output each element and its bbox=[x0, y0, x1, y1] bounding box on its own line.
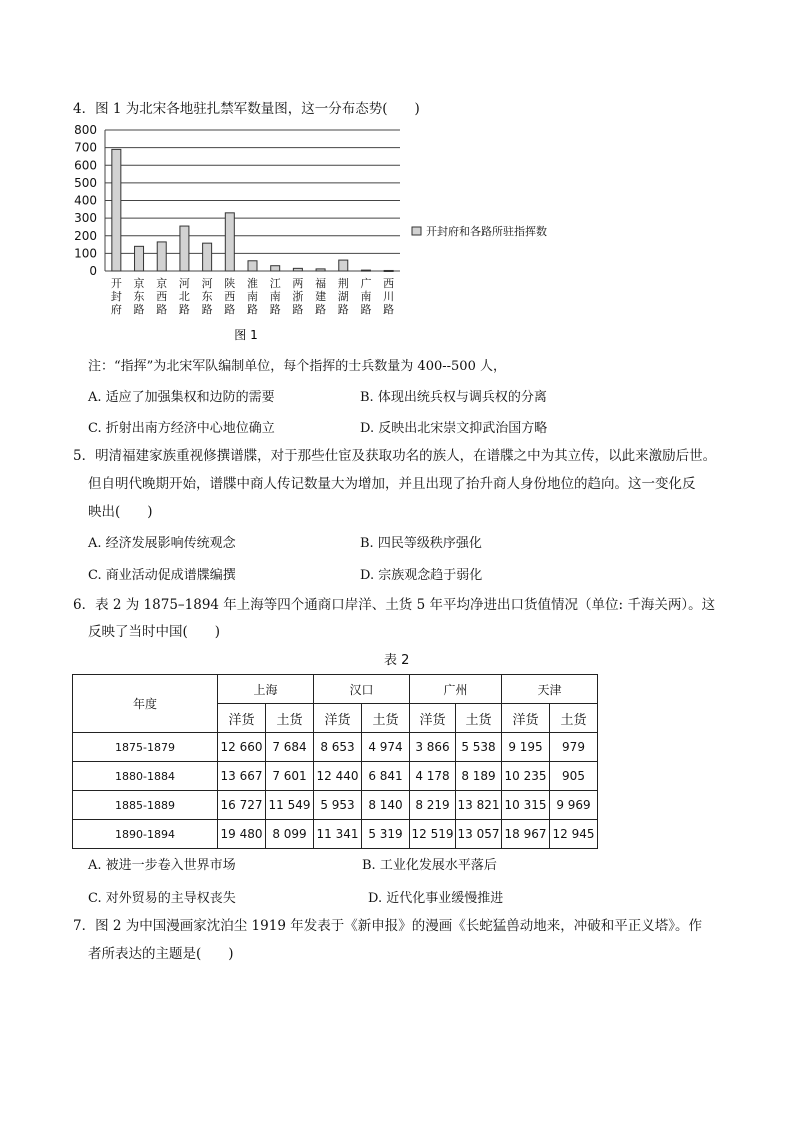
table-row bbox=[73, 791, 598, 820]
y-tick-label: 400 bbox=[74, 193, 97, 208]
chart-gridlines bbox=[105, 130, 400, 271]
table-cell: 13 821 bbox=[456, 791, 502, 820]
bar-河北路 bbox=[180, 226, 189, 271]
bar-西川路 bbox=[384, 270, 393, 271]
q4-option-b[interactable]: B. 体现出统兵权与调兵权的分离 bbox=[360, 390, 547, 405]
table-cell: 9 195 bbox=[502, 733, 550, 762]
y-tick-label: 500 bbox=[74, 175, 97, 190]
chart-y-ticks bbox=[74, 123, 97, 278]
table-cell: 13 057 bbox=[456, 820, 502, 849]
q4-option-a[interactable]: A. 适应了加强集权和边防的需要 bbox=[88, 390, 275, 405]
table-cell: 7 601 bbox=[266, 762, 314, 791]
table-cell: 979 bbox=[550, 733, 598, 762]
table-cell: 5 538 bbox=[456, 733, 502, 762]
q6-option-a[interactable]: A. 被进一步卷入世界市场 bbox=[88, 858, 236, 873]
table-2-title: 表 2 bbox=[384, 653, 410, 668]
y-tick-label: 800 bbox=[74, 123, 97, 137]
bar-广南路 bbox=[361, 270, 370, 271]
table-sub-native: 土货 bbox=[362, 704, 410, 733]
table-cell: 13 667 bbox=[218, 762, 266, 791]
q5-line-2: 但自明代晚期开始，谱牒中商人传记数量大为增加，并且出现了抬升商人身份地位的趋向。这一变化反 bbox=[88, 476, 696, 492]
table-row-year: 1890-1894 bbox=[73, 820, 218, 849]
q6-line-2: 反映了当时中国( ) bbox=[88, 624, 221, 640]
table-cell: 6 841 bbox=[362, 762, 410, 791]
table-sub-foreign: 洋货 bbox=[314, 704, 362, 733]
q5-option-a[interactable]: A. 经济发展影响传统观念 bbox=[88, 536, 236, 551]
table-cell: 12 945 bbox=[550, 820, 598, 849]
bar-开封府 bbox=[112, 149, 121, 271]
bar-两浙路 bbox=[293, 268, 302, 271]
chart-x-labels bbox=[111, 276, 394, 316]
x-tick-label: 荆湖路 bbox=[337, 277, 349, 316]
table-port-tianjin: 天津 bbox=[502, 675, 598, 704]
x-tick-label: 京西路 bbox=[156, 277, 168, 316]
q6-option-c[interactable]: C. 对外贸易的主导权丧失 bbox=[88, 891, 236, 906]
table-cell: 9 969 bbox=[550, 791, 598, 820]
table-sub-native: 土货 bbox=[550, 704, 598, 733]
table-year-header: 年度 bbox=[73, 675, 218, 733]
table-row-year: 1875-1879 bbox=[73, 733, 218, 762]
table-row-year: 1885-1889 bbox=[73, 791, 218, 820]
q5-option-d[interactable]: D. 宗族观念趋于弱化 bbox=[360, 568, 483, 583]
table-cell: 4 178 bbox=[410, 762, 456, 791]
table-cell: 7 684 bbox=[266, 733, 314, 762]
table-header-row bbox=[73, 675, 598, 704]
q5-line-1: 5．明清福建家族重视修撰谱牒，对于那些仕宦及获取功名的族人，在谱牒之中为其立传，以此来激励后世。 bbox=[73, 448, 717, 464]
bar-荆湖路 bbox=[339, 260, 348, 271]
figure-1-bar-chart bbox=[70, 118, 600, 348]
table-cell: 4 974 bbox=[362, 733, 410, 762]
table-sub-foreign: 洋货 bbox=[218, 704, 266, 733]
x-tick-label: 西川路 bbox=[383, 277, 395, 316]
table-body bbox=[73, 733, 598, 849]
bar-京东路 bbox=[135, 246, 144, 271]
table-cell: 10 235 bbox=[502, 762, 550, 791]
table-cell: 12 660 bbox=[218, 733, 266, 762]
table-cell: 8 099 bbox=[266, 820, 314, 849]
table-cell: 12 440 bbox=[314, 762, 362, 791]
table-cell: 8 219 bbox=[410, 791, 456, 820]
q5-option-c[interactable]: C. 商业活动促成谱牒编撰 bbox=[88, 568, 236, 583]
y-tick-label: 300 bbox=[74, 211, 97, 226]
x-tick-label: 淮南路 bbox=[247, 277, 258, 316]
table-cell: 11 341 bbox=[314, 820, 362, 849]
table-sub-native: 土货 bbox=[266, 704, 314, 733]
q6-line-1: 6．表 2 为 1875–1894 年上海等四个通商口岸洋、土货 5 年平均净进出口货值情况（单位: 千海关两）。这 bbox=[73, 597, 716, 613]
table-cell: 5 319 bbox=[362, 820, 410, 849]
bar-京西路 bbox=[157, 242, 166, 271]
q6-option-b[interactable]: B. 工业化发展水平落后 bbox=[362, 858, 497, 873]
table-sub-foreign: 洋货 bbox=[410, 704, 456, 733]
bar-江南路 bbox=[271, 266, 280, 271]
table-cell: 18 967 bbox=[502, 820, 550, 849]
x-tick-label: 京东路 bbox=[133, 277, 145, 316]
q7-line-2: 者所表达的主题是( ) bbox=[88, 946, 234, 962]
q4-option-c[interactable]: C. 折射出南方经济中心地位确立 bbox=[88, 421, 275, 436]
table-cell: 16 727 bbox=[218, 791, 266, 820]
y-tick-label: 600 bbox=[74, 158, 97, 173]
table-cell: 10 315 bbox=[502, 791, 550, 820]
table-row bbox=[73, 733, 598, 762]
table-sub-foreign: 洋货 bbox=[502, 704, 550, 733]
y-tick-label: 700 bbox=[74, 140, 97, 155]
bar-河东路 bbox=[203, 243, 212, 271]
table-cell: 19 480 bbox=[218, 820, 266, 849]
legend-label: 开封府和各路所驻指挥数 bbox=[426, 225, 547, 238]
table-sub-native: 土货 bbox=[456, 704, 502, 733]
table-row bbox=[73, 762, 598, 791]
table-port-guangzhou: 广州 bbox=[410, 675, 502, 704]
q4-option-d[interactable]: D. 反映出北宋崇文抑武治国方略 bbox=[360, 421, 548, 436]
q5-line-3: 映出( ) bbox=[88, 504, 153, 520]
table-cell: 8 653 bbox=[314, 733, 362, 762]
table-port-hankou: 汉口 bbox=[314, 675, 410, 704]
y-tick-label: 0 bbox=[89, 264, 97, 278]
q6-option-d[interactable]: D. 近代化事业缓慢推进 bbox=[368, 891, 504, 906]
q7-line-1: 7．图 2 为中国漫画家沈泊尘 1919 年发表于《新申报》的漫画《长蛇猛兽动地来，冲破和平正义塔》。作 bbox=[73, 918, 702, 934]
x-tick-label: 两浙路 bbox=[292, 277, 304, 316]
q4-note: 注：“指挥”为北宋军队编制单位，每个指挥的士兵数量为 400--500 人， bbox=[88, 359, 506, 374]
bar-陕西路 bbox=[225, 213, 234, 271]
table-cell: 8 189 bbox=[456, 762, 502, 791]
table-cell: 11 549 bbox=[266, 791, 314, 820]
table-cell: 905 bbox=[550, 762, 598, 791]
x-tick-label: 江南路 bbox=[269, 277, 281, 316]
y-tick-label: 200 bbox=[74, 228, 97, 243]
chart-legend bbox=[412, 224, 547, 238]
table-cell: 8 140 bbox=[362, 791, 410, 820]
table-port-shanghai: 上海 bbox=[218, 675, 314, 704]
x-tick-label: 广南路 bbox=[360, 277, 372, 316]
table-cell: 5 953 bbox=[314, 791, 362, 820]
x-tick-label: 福建路 bbox=[315, 277, 327, 316]
bar-福建路 bbox=[316, 269, 325, 271]
x-tick-label: 陕西路 bbox=[224, 277, 236, 316]
chart-title: 图 1 bbox=[234, 328, 258, 342]
bar-淮南路 bbox=[248, 261, 257, 271]
y-tick-label: 100 bbox=[74, 246, 97, 261]
table-cell: 12 519 bbox=[410, 820, 456, 849]
q5-option-b[interactable]: B. 四民等级秩序强化 bbox=[360, 536, 482, 551]
table-row-year: 1880-1884 bbox=[73, 762, 218, 791]
x-tick-label: 开封府 bbox=[110, 277, 122, 316]
table-2 bbox=[72, 674, 598, 849]
table-row bbox=[73, 820, 598, 849]
q4-stem: 4．图 1 为北宋各地驻扎禁军数量图，这一分布态势( ) bbox=[73, 101, 420, 117]
legend-swatch bbox=[412, 227, 421, 235]
x-tick-label: 河东路 bbox=[201, 277, 213, 316]
x-tick-label: 河北路 bbox=[178, 277, 190, 316]
table-cell: 3 866 bbox=[410, 733, 456, 762]
